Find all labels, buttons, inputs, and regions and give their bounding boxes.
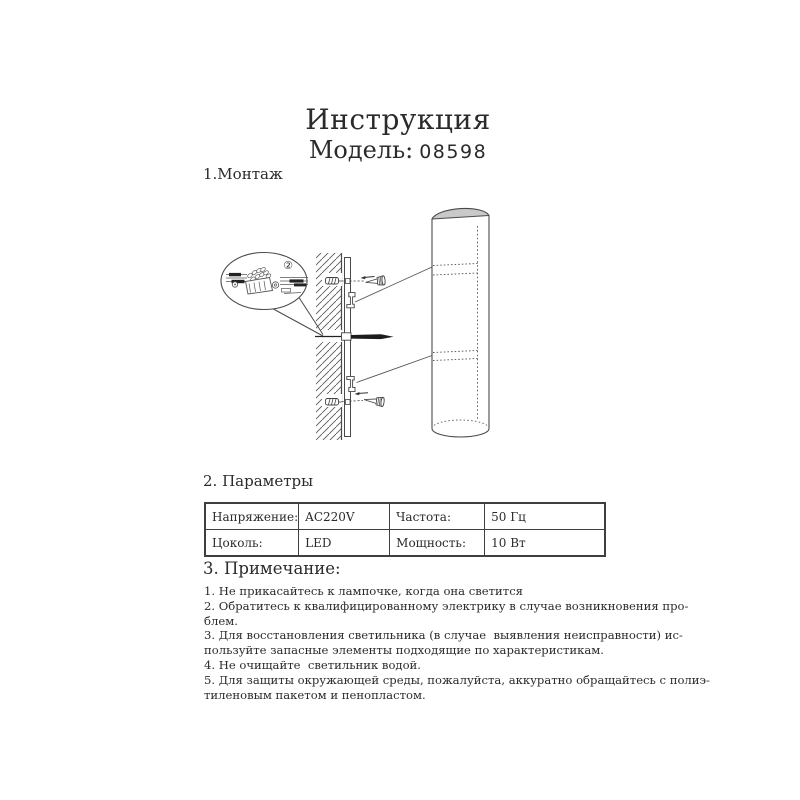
model-number: 08598: [419, 141, 488, 163]
note-line: 4. Не очищайте светильник водой.: [204, 657, 421, 672]
cylinder-top-face: [432, 208, 489, 219]
model-line: [198, 136, 598, 164]
leader-line-bottom: [357, 356, 433, 383]
arrow-bottom-icon: [355, 392, 369, 395]
param-label-frequency: Частота:: [390, 503, 485, 530]
wire-band: [294, 283, 306, 286]
cylinder-dotted-bands: [433, 264, 478, 361]
screw-bottom: [364, 395, 385, 407]
arrow-top-icon: [361, 276, 375, 279]
section-notes-heading: 3. Примечание:: [203, 559, 341, 578]
note-line: 2. Обратитесь к квалифицированному электрику в случае возникновения про-: [204, 598, 689, 613]
section-parameters-heading: 2. Параметры: [203, 472, 314, 490]
callout-number: ②: [283, 259, 293, 272]
cylinder-bottom-back-arc: [432, 420, 489, 428]
note-line: тиленовым пакетом и пенопластом.: [204, 687, 426, 702]
parameters-table: [204, 502, 606, 557]
param-label-socket: Цоколь:: [205, 530, 299, 557]
installation-diagram: [200, 195, 510, 450]
param-value-power: 10 Вт: [485, 530, 605, 557]
cylinder-lamp-body: [432, 208, 489, 437]
terminal-tab: [282, 289, 291, 293]
plate-hole-top: [346, 279, 351, 284]
note-line: 3. Для восстановления светильника (в случае выявления неисправности) ис-: [204, 628, 683, 643]
cylinder-bottom-front-arc: [432, 429, 489, 437]
note-line: 5. Для защиты окружающей среды, пожалуйста, аккуратно обращайтесь с полиэ-: [204, 672, 710, 687]
model-label: Модель:: [308, 136, 414, 164]
detail-callout: [221, 253, 308, 310]
plate-hole-bottom: [346, 400, 351, 405]
param-value-voltage: AC220V: [299, 503, 390, 530]
table-row: [205, 503, 605, 530]
page-title: Инструкция: [305, 103, 491, 136]
terminal-screw-icon: [272, 282, 278, 288]
param-label-voltage: Напряжение:: [205, 503, 299, 530]
table-row: [205, 530, 605, 557]
mounting-plate: [345, 258, 351, 437]
note-line: 1. Не прикасайтесь к лампочке, когда она светится: [204, 584, 523, 598]
wire-band: [229, 273, 241, 276]
leader-line-top: [355, 267, 432, 302]
notes-list: [204, 584, 710, 702]
param-value-frequency: 50 Гц: [485, 503, 605, 530]
param-value-socket: LED: [299, 530, 390, 557]
param-label-power: Мощность:: [390, 530, 485, 557]
terminal-screw-dot: [234, 284, 236, 286]
wire-band: [290, 279, 304, 282]
note-line: блем.: [204, 613, 238, 628]
note-line: пользуйте запасные элементы подходящие по характеристикам.: [204, 643, 604, 658]
section-montage-heading: 1.Монтаж: [203, 165, 283, 183]
